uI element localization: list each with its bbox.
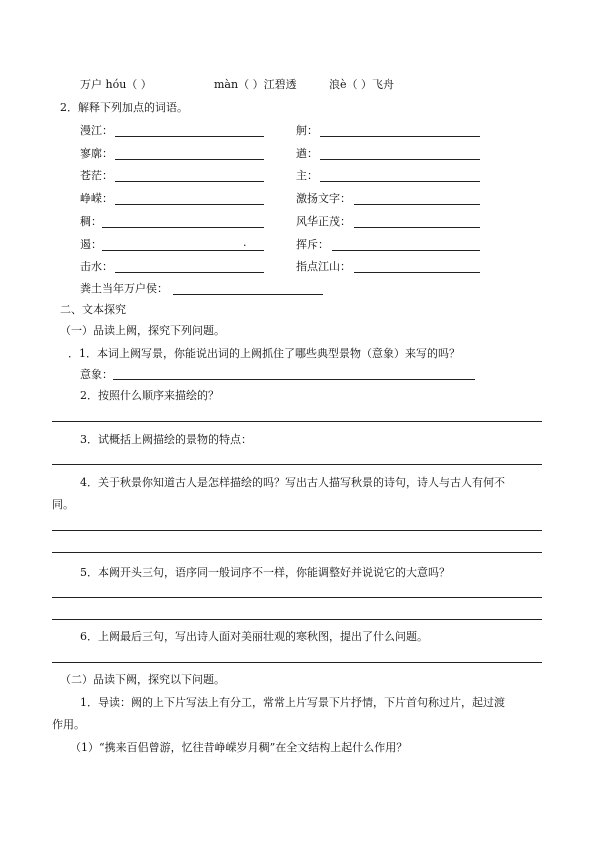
answer-line[interactable] [354,227,480,228]
answer-line[interactable] [52,464,542,465]
answer-line[interactable] [354,272,480,273]
vocab-right-2: 遒： [296,147,318,160]
question-2-title: 2．解释下列加点的词语。 [60,101,188,114]
answer-line[interactable] [102,250,264,251]
answer-line[interactable] [332,250,480,251]
dot-mark: . [243,236,247,249]
answer-line[interactable] [52,597,542,598]
part1-q3: 3．试概括上阙描绘的景物的特点： [80,433,252,446]
answer-line[interactable] [115,204,264,205]
vocab-right-6: 挥斥： [296,238,329,251]
answer-line[interactable] [52,421,542,422]
answer-line[interactable] [52,530,542,531]
part2-q1-sub: （1）“携来百侣曾游，忆往昔峥嵘岁月稠”在全文结构上起什么作用？ [70,741,408,754]
vocab-right-7: 指点江山： [296,260,351,273]
vocab-left-5: 稠： [80,215,102,228]
part1-q4-cont: 同。 [52,498,74,511]
part1-q2: 2．按照什么顺序来描绘的？ [80,389,219,402]
answer-line[interactable] [113,379,475,380]
answer-line[interactable] [115,272,264,273]
vocab-right-1: 舸： [296,124,318,137]
part1-q5: 5．本阙开头三句，语序同一般词序不一样，你能调整好并说说它的大意吗？ [80,566,450,579]
vocab-right-5: 风华正茂： [296,215,351,228]
answer-line[interactable] [102,227,264,228]
section-2-title: 二、文本探究 [60,303,126,316]
vocab-right-3: 主： [296,169,318,182]
part1-q4: 4．关于秋景你知道古人是怎样描绘的吗？写出古人描写秋景的诗句，诗人与古人有何不 [80,476,505,489]
vocab-left-7: 击水： [80,260,113,273]
answer-line[interactable] [52,552,542,553]
part-1-title: （一）品读上阙，探究下列问题。 [60,324,225,337]
vocab-left-6: 遏： [80,238,102,251]
part2-q1: 1．导读：阙的上下片写法上有分工，常常上片写景下片抒情，下片首句称过片，起过渡 [80,696,505,709]
answer-line[interactable] [320,181,480,182]
answer-line[interactable] [52,619,542,620]
vocab-left-2: 寥廓： [80,147,113,160]
imagery-label: 意象： [80,368,113,381]
part2-q1-cont: 作用。 [52,718,85,731]
pinyin-e: 浪è（ ）飞舟 [329,78,395,91]
part-2-title: （二）品读下阙，探究以下问题。 [60,673,225,686]
part1-q1: ．1．本词上阙写景，你能说出词的上阙抓住了哪些典型景物（意象）来写的吗？ [68,347,460,360]
vocab-right-4: 激扬文字： [296,192,351,205]
answer-line[interactable] [115,136,264,137]
part1-q6: 6．上阙最后三句，写出诗人面对美丽壮观的寒秋图，提出了什么问题。 [80,630,428,643]
answer-line[interactable] [52,662,542,663]
vocab-left-1: 漫江： [80,124,113,137]
answer-line[interactable] [354,204,480,205]
vocab-left-3: 苍茫： [80,169,113,182]
answer-line[interactable] [320,136,480,137]
vocab-last: 粪土当年万户侯： [80,282,168,295]
answer-line[interactable] [115,159,264,160]
answer-line[interactable] [115,181,264,182]
pinyin-hou: 万户 hóu（ ） [80,78,152,91]
pinyin-man: màn（ ）江碧透 [214,78,297,91]
vocab-left-4: 峥嵘： [80,192,113,205]
answer-line[interactable] [320,159,480,160]
answer-line[interactable] [173,294,323,295]
